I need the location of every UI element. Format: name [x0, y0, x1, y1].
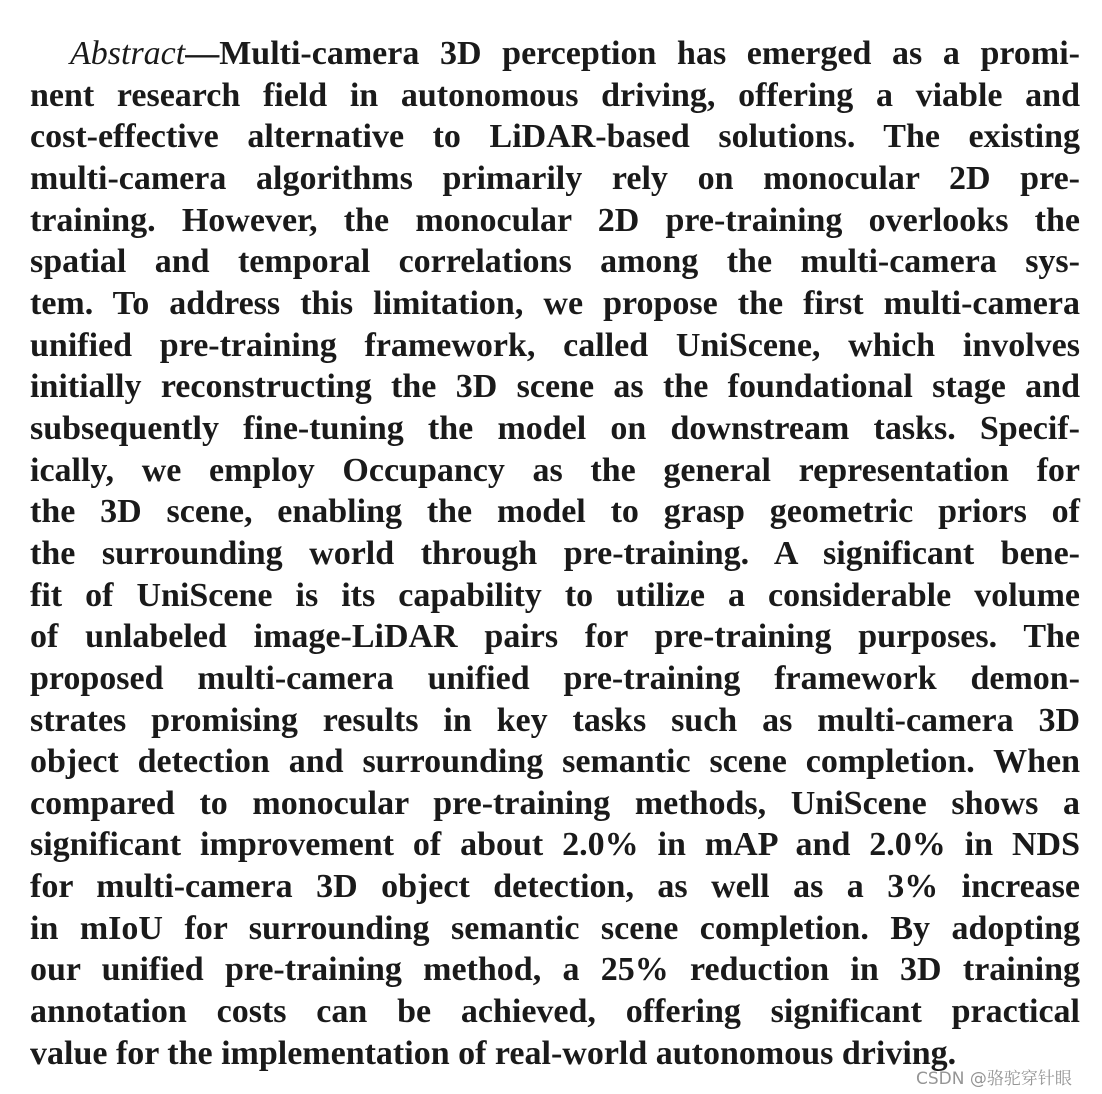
abstract-line: tem. To address this limitation, we propose the first multi-camera: [30, 284, 1080, 322]
abstract-line: ically, we employ Occupancy as the general representation for: [30, 451, 1080, 489]
abstract-line: value for the implementation of real-world autonomous driving.: [30, 1034, 957, 1072]
abstract-line: compared to monocular pre-training methods, UniScene shows a: [30, 784, 1080, 822]
abstract-line: significant improvement of about 2.0% in mAP and 2.0% in NDS: [30, 826, 1080, 864]
abstract-line: training. However, the monocular 2D pre-training overlooks the: [30, 201, 1080, 239]
abstract-label: Abstract: [70, 35, 186, 72]
abstract-line: of unlabeled image-LiDAR pairs for pre-training purposes. The: [30, 618, 1080, 656]
abstract-line: multi-camera algorithms primarily rely on monocular 2D pre-: [30, 159, 1080, 197]
abstract-line: in mIoU for surrounding semantic scene completion. By adopting: [30, 909, 1080, 947]
abstract-paragraph: [30, 33, 1080, 1074]
abstract-line: for multi-camera 3D object detection, as well as a 3% increase: [30, 868, 1080, 906]
abstract-line: proposed multi-camera unified pre-training framework demon-: [30, 659, 1080, 697]
abstract-line: [30, 33, 1080, 75]
abstract-line: the surrounding world through pre-training. A significant bene-: [30, 534, 1080, 572]
abstract-line: annotation costs can be achieved, offering significant practical: [30, 993, 1080, 1031]
abstract-line: fit of UniScene is its capability to utilize a considerable volume: [30, 576, 1080, 614]
abstract-line: object detection and surrounding semantic scene completion. When: [30, 743, 1080, 781]
abstract-line: the 3D scene, enabling the model to grasp geometric priors of: [30, 493, 1080, 531]
abstract-line: subsequently fine-tuning the model on downstream tasks. Specif-: [30, 409, 1080, 447]
abstract-line: cost-effective alternative to LiDAR-based solutions. The existing: [30, 118, 1080, 156]
abstract-line: our unified pre-training method, a 25% reduction in 3D training: [30, 951, 1080, 989]
abstract-line-text: —Multi-camera 3D perception has emerged as a promi-: [185, 35, 1080, 72]
abstract-line: strates promising results in key tasks such as multi-camera 3D: [30, 701, 1080, 739]
abstract-line: initially reconstructing the 3D scene as the foundational stage and: [30, 368, 1080, 406]
abstract-line: spatial and temporal correlations among the multi-camera sys-: [30, 243, 1080, 281]
abstract-line: unified pre-training framework, called UniScene, which involves: [30, 326, 1080, 364]
abstract-line: nent research field in autonomous driving, offering a viable and: [30, 76, 1080, 114]
watermark: CSDN @骆驼穿针眼: [916, 1069, 1072, 1089]
